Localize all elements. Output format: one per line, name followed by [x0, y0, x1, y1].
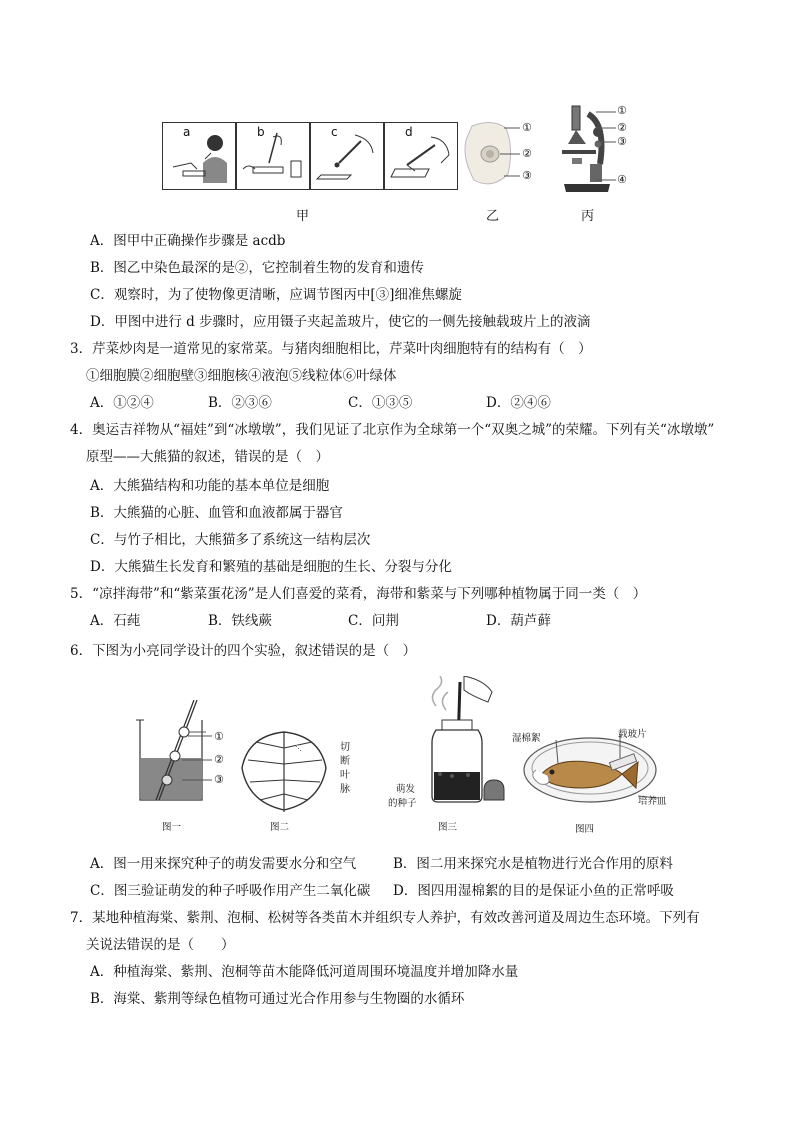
- fig2-label-2: 断: [340, 756, 350, 767]
- q7-option-a: A．种植海棠、紫荆、泡桐等苗木能降低河道周围环境温度并增加降水量: [90, 964, 519, 980]
- q6-option-d: D．图四用湿棉絮的目的是保证小鱼的正常呼吸: [393, 883, 674, 899]
- panel-label-c: c: [331, 125, 338, 139]
- panel-a: [162, 122, 236, 190]
- panel-label-d: d: [405, 125, 413, 139]
- fig3-caption: 图三: [438, 822, 458, 833]
- beaker-leader-lines: [182, 732, 214, 788]
- bing-marker-2: ②: [617, 121, 627, 134]
- leaf-drawing: [236, 728, 332, 814]
- fig1-marker-1: ①: [214, 730, 224, 743]
- q4-option-b: B．大熊猫的心脏、血管和血液都属于器官: [90, 505, 343, 521]
- yi-marker-2: ②: [522, 147, 532, 160]
- q4-stem-line1: 4．奥运吉祥物从“福娃”到“冰墩墩”，我们见证了北京作为全球第一个“双奥之城”的荣耀。下列有关“冰墩墩”: [70, 422, 715, 438]
- fig4-caption: 图四: [575, 824, 595, 835]
- q3-items: ①细胞膜②细胞壁③细胞核④液泡⑤线粒体⑥叶绿体: [86, 368, 397, 384]
- panel-d: [384, 122, 458, 190]
- q3-option-c: C．①③⑤: [348, 395, 413, 411]
- bing-marker-3: ③: [617, 135, 627, 148]
- q6-option-c: C．图三验证萌发的种子呼吸作用产生二氧化碳: [90, 883, 371, 899]
- q5-option-d: D．葫芦藓: [486, 613, 551, 629]
- q5-option-a: A．石莼: [90, 613, 141, 629]
- q6-option-b: B．图二用来探究水是植物进行光合作用的原料: [393, 856, 673, 872]
- q4-option-d: D．大熊猫生长发育和繁殖的基础是细胞的生长、分裂与分化: [90, 559, 452, 575]
- q4-stem-line2: 原型——大熊猫的叙述，错误的是（ ）: [86, 449, 329, 465]
- q3-option-a: A．①②④: [90, 395, 154, 411]
- q3-option-d: D．②④⑥: [486, 395, 551, 411]
- q2-option-b: B．图乙中染色最深的是②，它控制着生物的发育和遗传: [90, 260, 424, 276]
- panel-label-a: a: [183, 125, 191, 139]
- q5-option-c: C．问荆: [348, 613, 399, 629]
- bing-marker-4: ④: [617, 173, 627, 186]
- microscope-leader-lines: [596, 106, 618, 188]
- q7-stem-line1: 7．某地种植海棠、紫荆、泡桐、松树等各类苗木并组织专人养护，有效改善河道及周边生态环境。下列有: [70, 910, 700, 926]
- fig1-marker-2: ②: [214, 753, 224, 766]
- q7-option-b: B．海棠、紫荆等绿色植物可通过光合作用参与生物圈的水循环: [90, 991, 465, 1007]
- panel-label-b: b: [257, 125, 265, 139]
- q2-option-c: C．观察时，为了使物像更清晰，应调节图丙中[③]细准焦螺旋: [90, 287, 462, 303]
- panel-c: [310, 122, 384, 190]
- fig3-label-line2: 的种子: [388, 798, 417, 809]
- fig2-label-1: 切: [340, 742, 350, 753]
- yi-marker-3: ③: [522, 169, 532, 182]
- q6-stem: 6．下图为小亮同学设计的四个实验，叙述错误的是（ ）: [70, 643, 417, 659]
- bing-marker-1: ①: [617, 104, 627, 117]
- q4-option-a: A．大熊猫结构和功能的基本单位是细胞: [90, 478, 330, 494]
- fig4-label-cotton: 湿棉絮: [512, 733, 541, 744]
- q7-stem-line2: 关说法错误的是（ ）: [86, 937, 235, 953]
- fig1-marker-3: ③: [214, 773, 224, 786]
- seed-jar-drawing: [412, 676, 508, 808]
- q4-option-c: C．与竹子相比，大熊猫多了系统这一结构层次: [90, 532, 371, 548]
- fig4-label-slide: 载玻片: [618, 729, 647, 740]
- caption-yi: 乙: [486, 209, 500, 224]
- q5-stem: 5．“凉拌海带”和“紫菜蛋花汤”是人们喜爱的菜肴，海带和紫菜与下列哪种植物属于同一类（ ）: [70, 586, 647, 602]
- fig3-label-line1: 萌发: [396, 784, 416, 795]
- q5-option-b: B．铁线蕨: [208, 613, 272, 629]
- panel-a-drawing: [163, 123, 235, 189]
- caption-jia: 甲: [296, 209, 310, 224]
- q6-option-a: A．图一用来探究种子的萌发需要水分和空气: [90, 856, 357, 872]
- fig2-label-3: 叶: [340, 770, 350, 781]
- q3-stem: 3．芹菜炒肉是一道常见的家常菜。与猪肉细胞相比，芹菜叶肉细胞特有的结构有（ ）: [70, 341, 592, 357]
- panel-c-drawing: [311, 123, 383, 189]
- fig2-label-4: 脉: [340, 784, 350, 795]
- q3-option-b: B．②③⑥: [208, 395, 272, 411]
- caption-bing: 丙: [581, 209, 595, 224]
- fig1-caption: 图一: [162, 822, 182, 833]
- fig2-caption: 图二: [270, 822, 290, 833]
- panel-b: [236, 122, 310, 190]
- q2-option-d: D．甲图中进行 d 步骤时，应用镊子夹起盖玻片，使它的一侧先接触载玻片上的液滴: [90, 314, 591, 330]
- yi-marker-1: ①: [522, 121, 532, 134]
- panel-d-drawing: [385, 123, 457, 189]
- cell-leader-lines: [500, 118, 522, 188]
- panel-b-drawing: [237, 123, 309, 189]
- q2-option-a: A．图甲中正确操作步骤是 acdb: [90, 233, 286, 249]
- fig4-label-dish: 培养皿: [638, 796, 667, 807]
